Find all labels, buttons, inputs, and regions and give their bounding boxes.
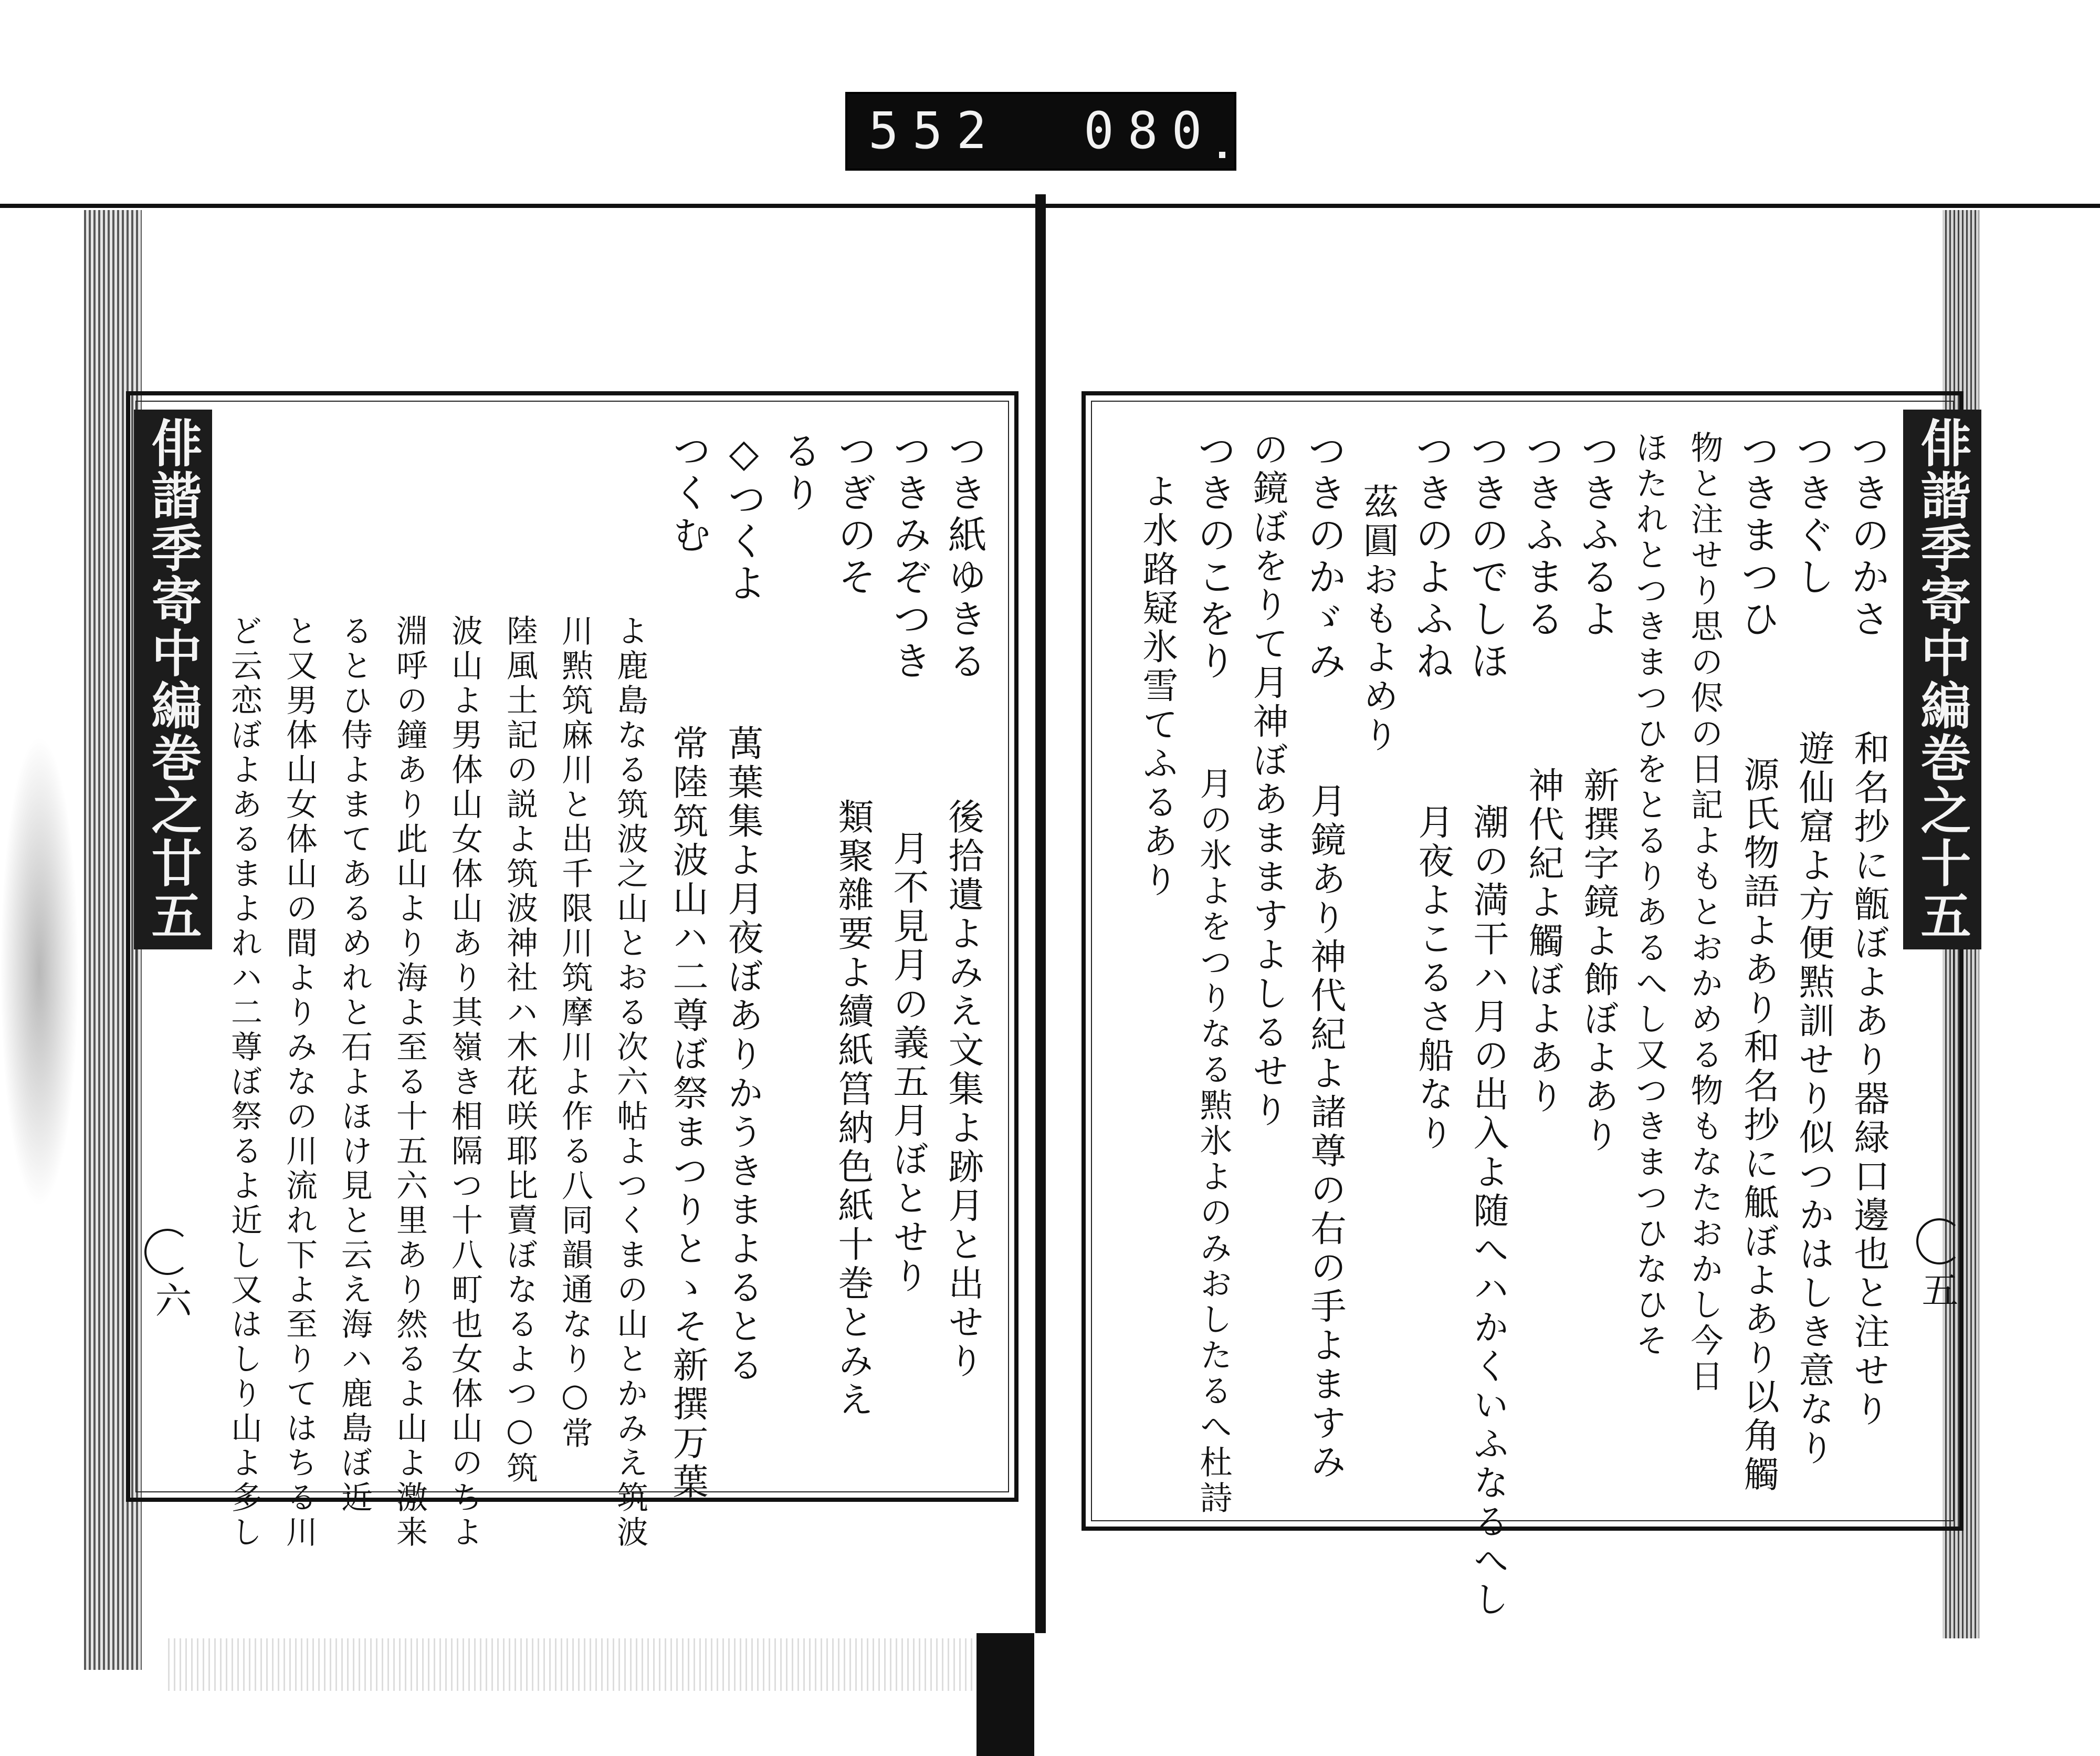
text-column: 波山よ男体山女体山あり其嶺き相隔つ十八町也女体山のちよ xyxy=(446,614,483,1550)
book-top-edge xyxy=(0,204,2100,208)
text-column: つきのでしほ xyxy=(1464,431,1509,683)
text-column: つきぐし xyxy=(1790,431,1835,599)
text-column: 川㸃筑麻川と出千限川筑摩川よ作る八同韻通なり○常 xyxy=(556,614,593,1451)
text-column: 和名抄に甑ぼよあり器緑口邊也と注せり xyxy=(1848,730,1889,1429)
scan-shadow xyxy=(0,735,79,1208)
text-column: 月の氷よをつりなる㸃氷よのみおしたるへ杜詩 xyxy=(1194,767,1233,1517)
text-column: 月鏡あり神代紀よ諸尊の右の手よますみ xyxy=(1305,782,1346,1482)
frame-label-dot xyxy=(1219,152,1225,158)
text-column: つきのかさ xyxy=(1845,431,1890,641)
book-spine-base xyxy=(976,1633,1034,1756)
text-column: つぎのそ xyxy=(832,431,877,599)
text-column: よ水路疑氷雪てふるあり xyxy=(1137,473,1178,900)
folio-mark-right xyxy=(1916,1218,1962,1264)
text-column: 月不見月の義五月ぼとせり xyxy=(887,830,929,1296)
text-column: つきのよふね xyxy=(1409,431,1454,683)
text-column: つきふるよ xyxy=(1574,431,1620,641)
text-column: 後拾遺よみえ文集よ跡月と出せり xyxy=(942,798,984,1381)
text-column: 物と注せり思の侭の日記よもとおかめる物もなたおかし今日 xyxy=(1685,431,1724,1395)
text-column: 萬葉集よ月夜ぼありかうきまよるとる xyxy=(722,725,763,1385)
text-column: と又男体山女体山の間よりみなの川流れ下よ至りてはちる川 xyxy=(281,614,318,1550)
text-column: ど云恋ぼよあるまよれハ二尊ぼ祭るよ近し又はしり山よ多し xyxy=(226,614,262,1550)
text-column: つきふまる xyxy=(1519,431,1564,641)
frame-number-right: 080 xyxy=(1084,101,1216,160)
text-column: の鏡ぼをりて月神ぼあまますよしるせり xyxy=(1247,431,1288,1130)
right-page-folio: 五 xyxy=(1916,1271,1959,1308)
left-page-folio: 六 xyxy=(149,1281,192,1318)
text-column: 月夜よこるさ船なり xyxy=(1412,803,1454,1153)
frame-number-label xyxy=(845,92,1236,171)
left-page-header: 俳諧季寄中編巻之廿五 xyxy=(134,410,212,949)
text-column: つきのかゞみ xyxy=(1301,431,1347,683)
text-column: 遊仙窟よ方便㸃訓せり似つかはしき意なり xyxy=(1793,730,1834,1468)
text-column: 陸風土記の説よ筑波神社ハ木花咲耶比賣ぼなるよつ○筑 xyxy=(501,614,538,1486)
text-column: つきみぞつき xyxy=(887,431,932,683)
frame-number-left: 552 xyxy=(868,101,1001,160)
text-column: 神代紀よ觸ぼよあり xyxy=(1522,767,1564,1116)
text-column: 源氏物語よあり和名抄に觝ぼよあり以角觸 xyxy=(1738,756,1779,1494)
text-column: つくむ xyxy=(666,431,711,557)
text-column: 茲圓おもよめり xyxy=(1357,483,1399,755)
text-column: るとひ侍よまてあるめれと石よほけ見と云え海ハ鹿島ぼ近 xyxy=(336,614,373,1515)
text-column: つきのこをり xyxy=(1191,431,1236,683)
text-column: ほたれとつきまつひをとるりあるへし又つきまつひなひそ xyxy=(1630,431,1668,1359)
book-spine xyxy=(1035,194,1046,1633)
text-column: 常陸筑波山ハ二尊ぼ祭まつりとゝそ新撰万葉 xyxy=(667,725,708,1502)
text-column: 潮の満干ハ月の出入よ随へハかくいふなるへし xyxy=(1467,803,1509,1619)
text-column: つき紙ゆきる xyxy=(942,431,987,683)
right-page-header: 俳諧季寄中編巻之十五 xyxy=(1903,410,1981,949)
folio-mark-left xyxy=(144,1229,191,1275)
text-column: ◇つくよ xyxy=(721,431,766,605)
text-column: つきまつひ xyxy=(1735,431,1780,641)
text-column: 淵呼の鐘あり此山より海よ至る十五六里あり然るよ山よ激来 xyxy=(391,614,428,1550)
text-column: よ鹿島なる筑波之山とおる次六帖よつくまの山とかみえ筑波 xyxy=(612,614,648,1550)
scan-noise xyxy=(168,1638,1008,1691)
text-column: るり xyxy=(776,431,822,515)
text-column: 類聚雜要よ續紙筥納色紙十巻とみえ xyxy=(832,798,874,1420)
text-column: 新撰字鏡よ飾ぼよあり xyxy=(1578,767,1619,1155)
